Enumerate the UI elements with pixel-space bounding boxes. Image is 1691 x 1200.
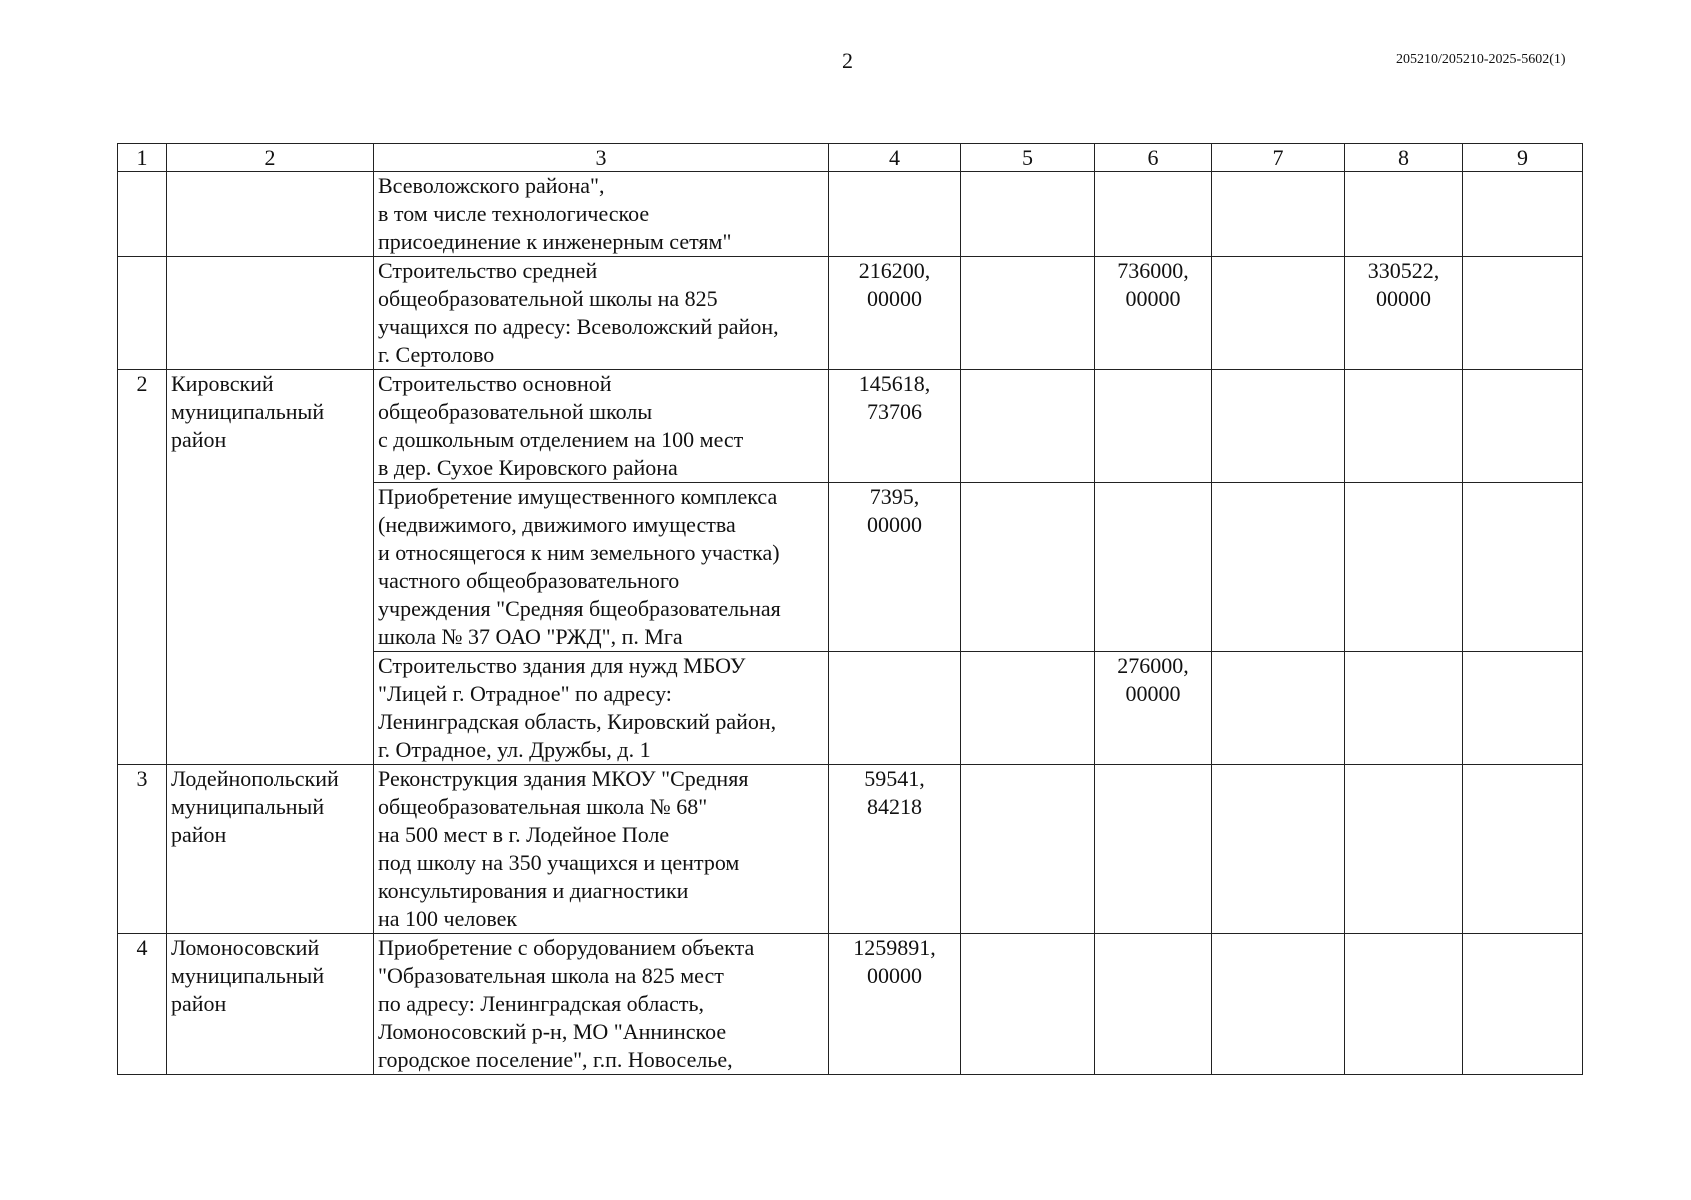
row-number-cell [118,257,167,370]
object-cell: Приобретение с оборудованием объекта "Образовательная школа на 825 мест по адресу: Ленинградская область, Ломоносовский р-н, МО "Аннинское городское поселение", г.п. Новоселье, [374,934,829,1075]
value-cell-col6 [1095,370,1212,483]
row-number-cell: 3 [118,765,167,934]
object-cell: Строительство основной общеобразовательной школы с дошкольным отделением на 100 мест в дер. Сухое Кировского района [374,370,829,483]
value-cell-col4: 216200, 00000 [829,257,961,370]
value-cell-col5 [961,172,1095,257]
row-number-cell: 2 [118,370,167,765]
value-cell-col5 [961,934,1095,1075]
page-number: 2 [842,48,853,73]
value-cell-col6 [1095,172,1212,257]
value-cell-col8 [1345,172,1463,257]
table-row [118,257,1583,370]
column-header: 4 [829,144,961,172]
value-cell-col4: 145618, 73706 [829,370,961,483]
row-number-cell [118,172,167,257]
value-cell-col7 [1212,257,1345,370]
value-cell-col8 [1345,370,1463,483]
value-cell-col7 [1212,483,1345,652]
value-cell-col8 [1345,652,1463,765]
object-cell: Строительство здания для нужд МБОУ "Лицей г. Отрадное" по адресу: Ленинградская область, Кировский район, г. Отрадное, ул. Дружбы, д. 1 [374,652,829,765]
value-cell-col4 [829,652,961,765]
object-cell: Приобретение имущественного комплекса (недвижимого, движимого имущества и относящегося к ним земельного участка) частного общеобразовательного учреждения "Средняя бщеобразовательная школа № 37 ОАО "РЖД", п. Мга [374,483,829,652]
document-id: 205210/205210-2025-5602(1) [1396,52,1566,67]
district-cell [167,257,374,370]
object-cell: Всеволожского района", в том числе технологическое присоединение к инженерным сетям" [374,172,829,257]
table-header-row [118,144,1583,172]
value-cell-col4: 7395, 00000 [829,483,961,652]
column-header: 8 [1345,144,1463,172]
row-number-cell: 4 [118,934,167,1075]
district-cell [167,172,374,257]
value-cell-col9 [1463,370,1583,483]
value-cell-col5 [961,483,1095,652]
value-cell-col6 [1095,483,1212,652]
column-header: 3 [374,144,829,172]
value-cell-col6: 276000, 00000 [1095,652,1212,765]
table-row [118,934,1583,1075]
value-cell-col8 [1345,765,1463,934]
value-cell-col4 [829,172,961,257]
value-cell-col4: 59541, 84218 [829,765,961,934]
value-cell-col9 [1463,934,1583,1075]
object-cell: Реконструкция здания МКОУ "Средняя общеобразовательная школа № 68" на 500 мест в г. Лодейное Поле под школу на 350 учащихся и центром консультирования и диагностики на 100 человек [374,765,829,934]
column-header: 1 [118,144,167,172]
district-cell: Лодейнопольский муниципальный район [167,765,374,934]
value-cell-col5 [961,370,1095,483]
value-cell-col9 [1463,257,1583,370]
value-cell-col7 [1212,765,1345,934]
value-cell-col5 [961,257,1095,370]
district-cell: Кировский муниципальный район [167,370,374,765]
object-cell: Строительство средней общеобразовательной школы на 825 учащихся по адресу: Всеволожский район, г. Сертолово [374,257,829,370]
value-cell-col6 [1095,934,1212,1075]
value-cell-col9 [1463,483,1583,652]
value-cell-col7 [1212,370,1345,483]
table-row [118,765,1583,934]
table-row [118,172,1583,257]
value-cell-col5 [961,765,1095,934]
value-cell-col6: 736000, 00000 [1095,257,1212,370]
column-header: 7 [1212,144,1345,172]
value-cell-col9 [1463,652,1583,765]
table-row [118,370,1583,483]
value-cell-col8: 330522, 00000 [1345,257,1463,370]
value-cell-col5 [961,652,1095,765]
value-cell-col9 [1463,172,1583,257]
value-cell-col7 [1212,172,1345,257]
column-header: 9 [1463,144,1583,172]
district-cell: Ломоносовский муниципальный район [167,934,374,1075]
value-cell-col9 [1463,765,1583,934]
value-cell-col7 [1212,934,1345,1075]
column-header: 2 [167,144,374,172]
value-cell-col8 [1345,934,1463,1075]
data-table [117,143,1583,1075]
value-cell-col8 [1345,483,1463,652]
value-cell-col7 [1212,652,1345,765]
value-cell-col4: 1259891, 00000 [829,934,961,1075]
value-cell-col6 [1095,765,1212,934]
column-header: 6 [1095,144,1212,172]
column-header: 5 [961,144,1095,172]
